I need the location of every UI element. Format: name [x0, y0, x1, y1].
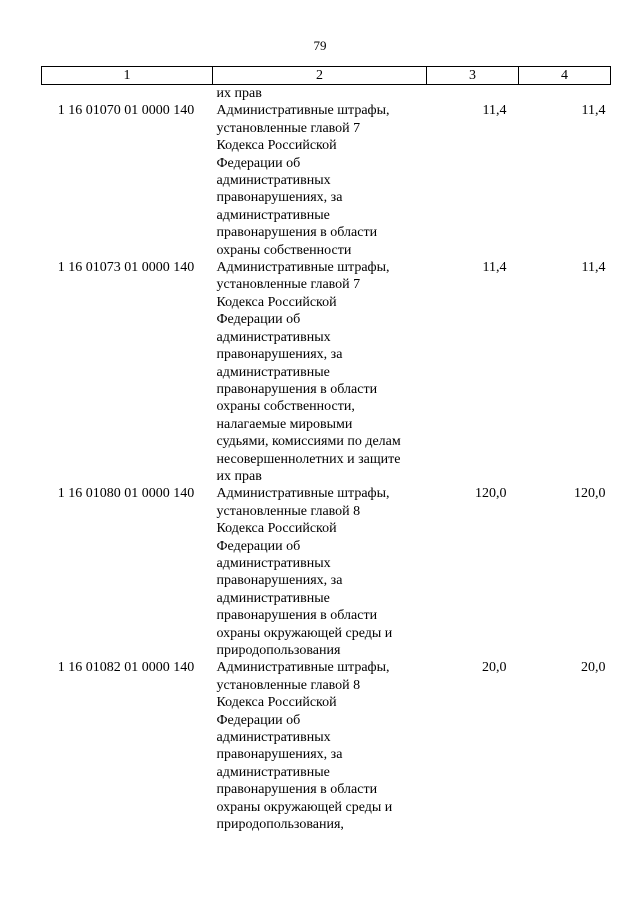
description-line: правонарушения в области	[216, 608, 378, 624]
classification-code: 1 16 01073 01 0000 140	[57, 260, 195, 276]
description-line: Кодекса Российской	[216, 695, 337, 711]
amount-col-3: 11,4	[482, 103, 507, 119]
description-line: охраны собственности	[216, 242, 352, 258]
table-row	[42, 259, 611, 485]
amount-col-4: 11,4	[581, 260, 606, 276]
description-line: Федерации об	[216, 712, 301, 728]
description-line: Административные штрафы,	[216, 660, 390, 676]
description-line: Административные штрафы,	[216, 486, 390, 502]
description-line: административных	[216, 173, 331, 189]
header-col-4: 4	[519, 67, 611, 85]
revenue-description	[213, 659, 427, 833]
description-line: установленные главой 8	[216, 677, 361, 693]
description-line: правонарушениях, за	[216, 347, 343, 363]
description-line: установленные главой 7	[216, 277, 361, 293]
description-line: несовершеннолетних и защите	[216, 451, 401, 467]
description-line: административные	[216, 207, 330, 223]
description-line: установленные главой 8	[216, 503, 361, 519]
description-line: Федерации об	[216, 155, 301, 171]
description-line: охраны окружающей среды и	[216, 799, 393, 815]
amount-col-3: 20,0	[482, 660, 507, 676]
description-line: правонарушения в области	[216, 225, 378, 241]
description-line: Кодекса Российской	[216, 138, 337, 154]
description-line: административных	[216, 730, 331, 746]
header-col-2: 2	[213, 67, 427, 85]
description-line: административных	[216, 555, 331, 571]
description-line: правонарушениях, за	[216, 747, 343, 763]
amount-col-3: 120,0	[475, 486, 507, 502]
revenue-description	[213, 102, 427, 259]
amount-col-3: 11,4	[482, 260, 507, 276]
description-line: Административные штрафы,	[216, 260, 390, 276]
description-line: Федерации об	[216, 312, 301, 328]
description-line: правонарушения в области	[216, 782, 378, 798]
description-line: природопользования,	[216, 817, 344, 833]
revenue-description	[213, 259, 427, 485]
amount-col-4: 20,0	[581, 660, 606, 676]
header-row	[42, 67, 611, 85]
revenue-description	[213, 485, 427, 659]
continuation-text: их прав	[216, 86, 262, 101]
amount-col-4: 120,0	[574, 486, 606, 502]
description-line: Кодекса Российской	[216, 294, 337, 310]
classification-code: 1 16 01082 01 0000 140	[57, 660, 195, 676]
header-col-1: 1	[42, 67, 213, 85]
classification-code: 1 16 01080 01 0000 140	[57, 486, 195, 502]
description-line: административные	[216, 590, 330, 606]
table-row	[42, 485, 611, 659]
description-line: налагаемые мировыми	[216, 416, 353, 432]
description-line: административные	[216, 764, 330, 780]
description-line: административных	[216, 329, 331, 345]
table-row	[42, 102, 611, 259]
description-line: охраны собственности,	[216, 399, 355, 415]
budget-table	[41, 66, 611, 833]
table-row	[42, 659, 611, 833]
page-number: 79	[313, 38, 327, 53]
description-line: Кодекса Российской	[216, 521, 337, 537]
description-line: правонарушениях, за	[216, 190, 343, 206]
description-line: правонарушениях, за	[216, 573, 343, 589]
description-line: охраны окружающей среды и	[216, 625, 393, 641]
description-line: Федерации об	[216, 538, 301, 554]
description-line: судьями, комиссиями по делам	[216, 434, 401, 450]
continuation-row	[42, 85, 611, 103]
description-line: административные	[216, 364, 330, 380]
description-line: Административные штрафы,	[216, 103, 390, 119]
description-line: их прав	[216, 468, 262, 484]
header-col-3: 3	[427, 67, 519, 85]
amount-col-4: 11,4	[581, 103, 606, 119]
description-line: природопользования	[216, 643, 341, 658]
classification-code: 1 16 01070 01 0000 140	[57, 103, 195, 119]
description-line: установленные главой 7	[216, 120, 361, 136]
description-line: правонарушения в области	[216, 381, 378, 397]
